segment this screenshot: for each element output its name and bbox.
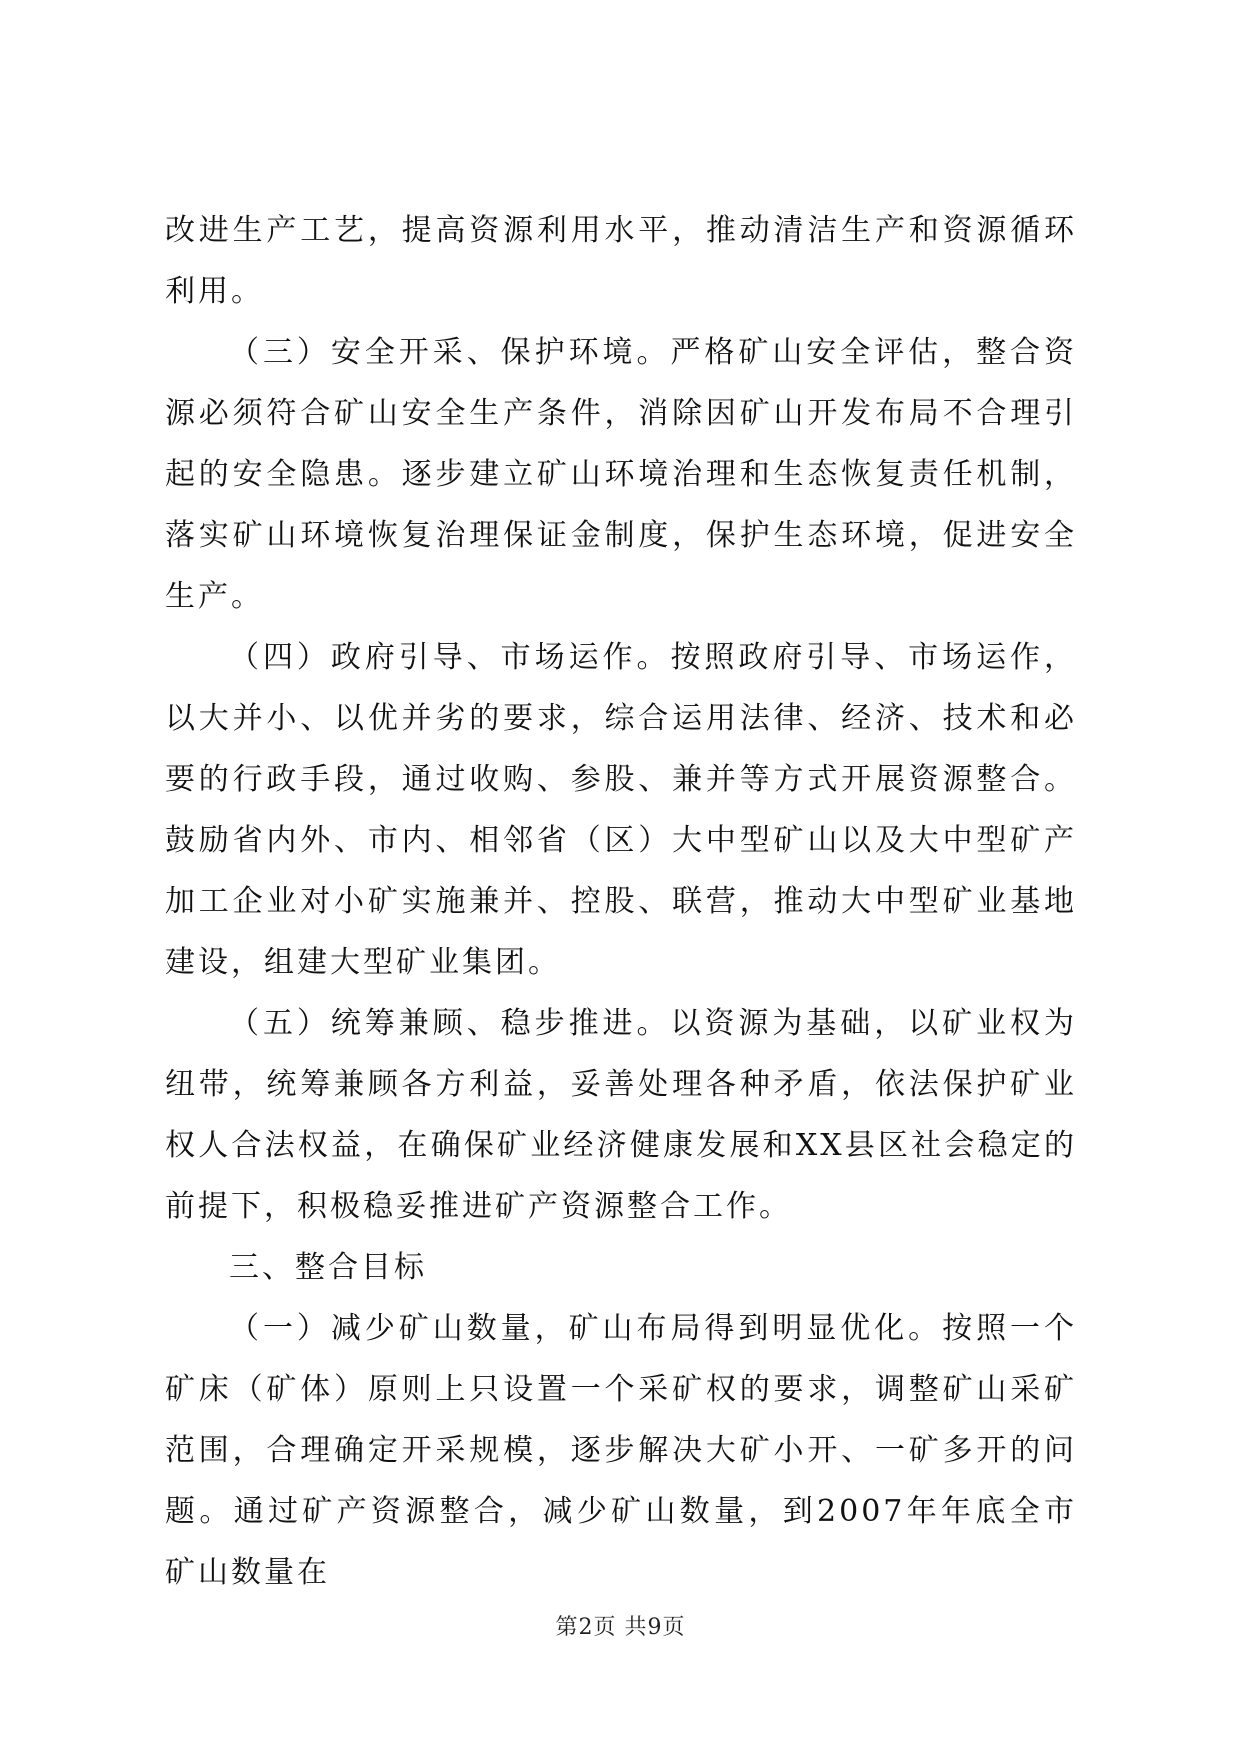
paragraph-principle-3: （三）安全开采、保护环境。严格矿山安全评估，整合资源必须符合矿山安全生产条件，消除因矿山开发布局不合理引起的安全隐患。逐步建立矿山环境治理和生态恢复责任机制，落实矿山环境恢复治理保证金制度，保护生态环境，促进安全生产。 xyxy=(165,335,1077,614)
paragraph-continuation: 改进生产工艺，提高资源利用水平，推动清洁生产和资源循环利用。 xyxy=(165,213,1077,309)
paragraph-principle-5: （五）统筹兼顾、稳步推进。以资源为基础，以矿业权为纽带，统筹兼顾各方利益，妥善处理各种矛盾，依法保护矿业权人合法权益，在确保矿业经济健康发展和XX县区社会稳定的前提下，积极稳妥推进矿产资源整合工作。 xyxy=(165,1006,1077,1224)
paragraph-goal-1: （一）减少矿山数量，矿山布局得到明显优化。按照一个矿床（矿体）原则上只设置一个采矿权的要求，调整矿山采矿范围，合理确定开采规模，逐步解决大矿小开、一矿多开的问题。通过矿产资源整合，减少矿山数量，到2007年年底全市矿山数量在 xyxy=(165,1311,1077,1590)
section-heading-goals: 三、整合目标 xyxy=(229,1250,427,1285)
document-body xyxy=(165,200,1077,1603)
paragraph-principle-4: （四）政府引导、市场运作。按照政府引导、市场运作，以大并小、以优并劣的要求，综合运用法律、经济、技术和必要的行政手段，通过收购、参股、兼并等方式开展资源整合。鼓励省内外、市内、相邻省（区）大中型矿山以及大中型矿产加工企业对小矿实施兼并、控股、联营，推动大中型矿业基地建设，组建大型矿业集团。 xyxy=(165,640,1077,980)
page-number-footer: 第2页 共9页 xyxy=(555,1615,686,1640)
